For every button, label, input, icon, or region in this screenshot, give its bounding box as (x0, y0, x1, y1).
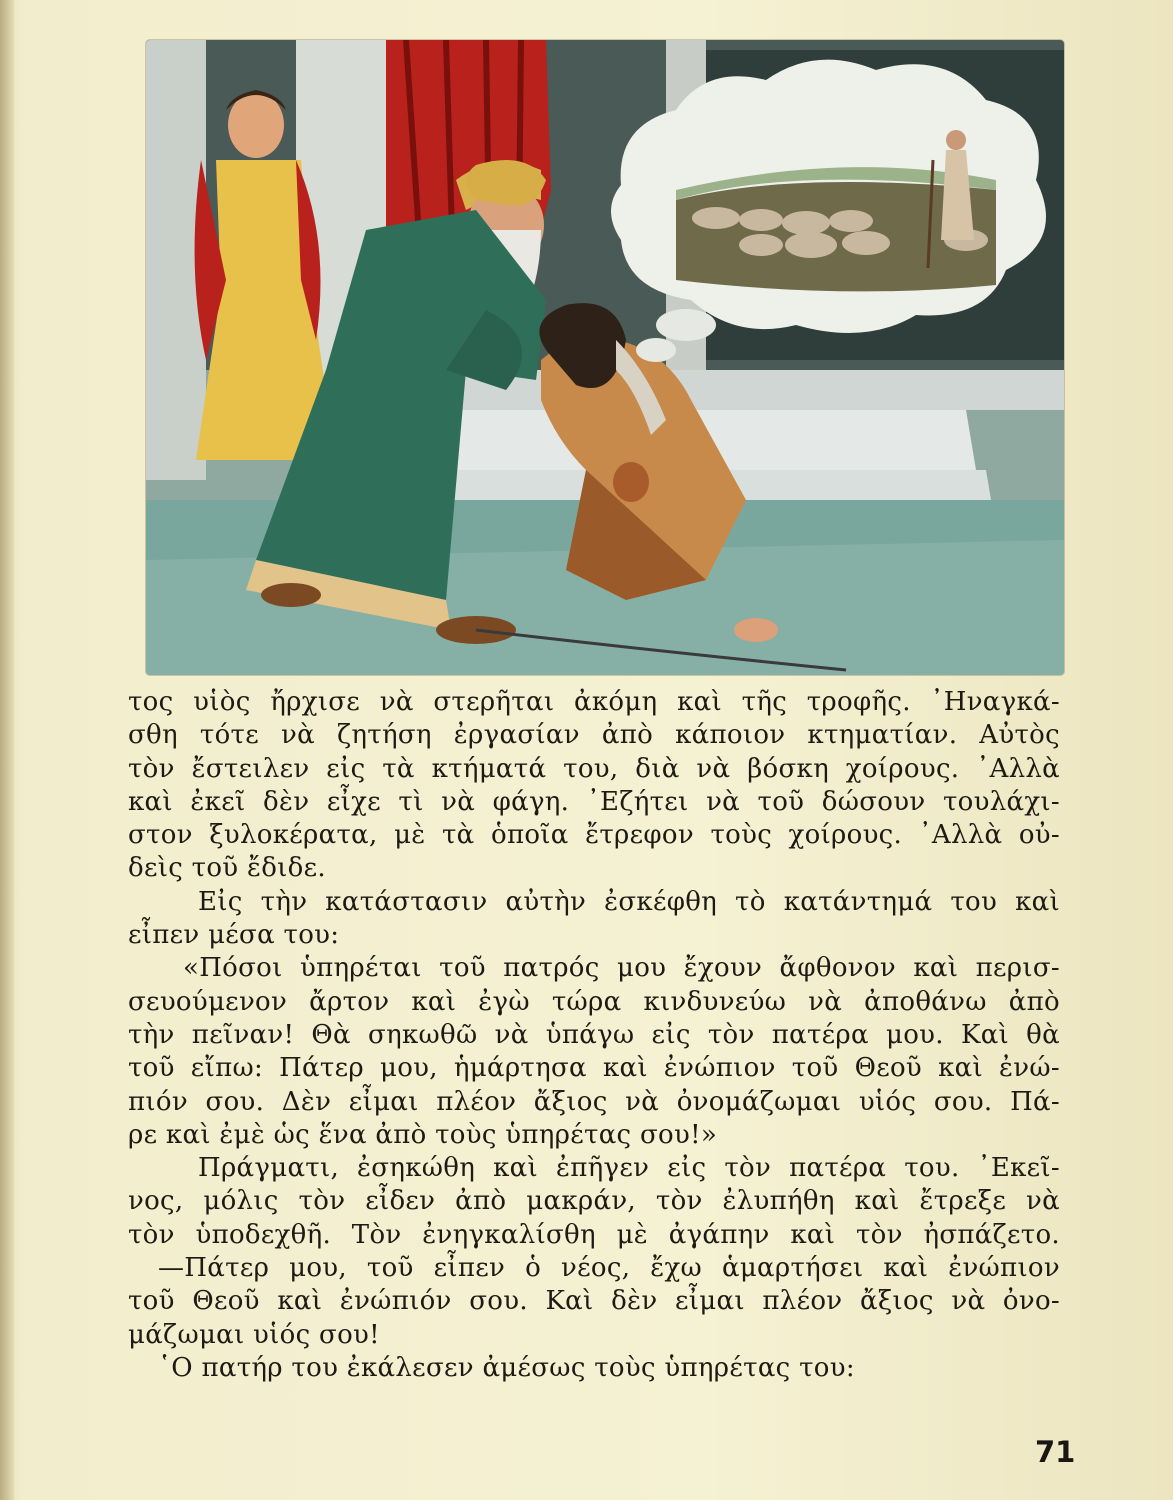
story-text (128, 686, 1060, 1385)
text-line: τοῦ Θεοῦ καὶ ἐνώπιόν σου. Καὶ δὲν εἶμαι πλέον ἄξιος νὰ ὀνο- (128, 1286, 1060, 1317)
text-line: ρε καὶ ἐμὲ ὡς ἕνα ἀπὸ τοὺς ὑπηρέτας σου!» (128, 1119, 718, 1150)
text-line: καὶ ἐκεῖ δὲν εἶχε τὶ νὰ φάγη. ᾿Εζήτει νὰ τοῦ δώσουν τουλάχι- (128, 786, 1060, 817)
text-line: τὸν ὑποδεχθῆ. Τὸν ἐνηγκαλίσθη μὲ ἀγάπην καὶ τὸν ἠσπάζετο. (128, 1219, 1060, 1250)
text-line: Εἰς τὴν κατάστασιν αὐτὴν ἐσκέφθη τὸ κατάντημά του καὶ (198, 886, 1060, 917)
text-line: σθη τότε νὰ ζητήση ἐργασίαν ἀπὸ κάποιον κτηματίαν. Αὐτὸς (128, 720, 1060, 751)
text-line: τοῦ εἴπω: Πάτερ μου, ἡμάρτησα καὶ ἐνώπιον τοῦ Θεοῦ καὶ ἐνώ- (128, 1053, 1060, 1084)
text-line: μάζωμαι υἱός σου! (128, 1319, 380, 1350)
text-line: τὸν ἔστειλεν εἰς τὰ κτήματά του, διὰ νὰ βόσκη χοίρους. ᾿Αλλὰ (128, 753, 1060, 784)
text-line: τος υἱὸς ἤρχισε νὰ στερῆται ἀκόμη καὶ τῆς τροφῆς. ᾿Ηναγκά- (128, 687, 1060, 717)
text-line: πιόν σου. Δὲν εἶμαι πλέον ἄξιος νὰ ὀνομάζωμαι υἱός σου. Πά- (128, 1086, 1060, 1117)
text-line: ῾Ο πατήρ του ἐκάλεσεν ἀμέσως τοὺς ὑπηρέτας του: (158, 1352, 855, 1383)
page-number: 71 (1035, 1435, 1076, 1469)
prodigal-son-illustration (146, 40, 1064, 675)
text-line: νος, μόλις τὸν εἶδεν ἀπὸ μακράν, τὸν ἐλυπήθη καὶ ἔτρεξε νὰ (128, 1186, 1060, 1217)
text-line: —Πάτερ μου, τοῦ εἶπεν ὁ νέος, ἔχω ἁμαρτήσει καὶ ἐνώπιον (158, 1253, 1060, 1284)
text-line: Πράγματι, ἐσηκώθη καὶ ἐπῆγεν εἰς τὸν πατέρα του. ᾿Εκεῖ- (198, 1153, 1060, 1184)
text-line: «Πόσοι ὑπηρέται τοῦ πατρός μου ἔχουν ἄφθονον καὶ περισ- (183, 953, 1060, 984)
text-line: δεὶς τοῦ ἔδιδε. (128, 853, 326, 884)
text-line: στον ξυλοκέρατα, μὲ τὰ ὁποῖα ἔτρεφον τοὺς χοίρους. ᾿Αλλὰ οὐ- (128, 820, 1060, 851)
text-line: τὴν πεῖναν! Θὰ σηκωθῶ νὰ ὑπάγω εἰς τὸν πατέρα μου. Καὶ θὰ (128, 1019, 1060, 1050)
book-spine-shadow (0, 0, 14, 1500)
text-line: εἶπεν μέσα του: (128, 920, 340, 951)
text-line: σευούμενον ἄρτον καὶ ἐγὼ τώρα κινδυνεύω νὰ ἀποθάνω ἀπὸ (128, 986, 1060, 1017)
